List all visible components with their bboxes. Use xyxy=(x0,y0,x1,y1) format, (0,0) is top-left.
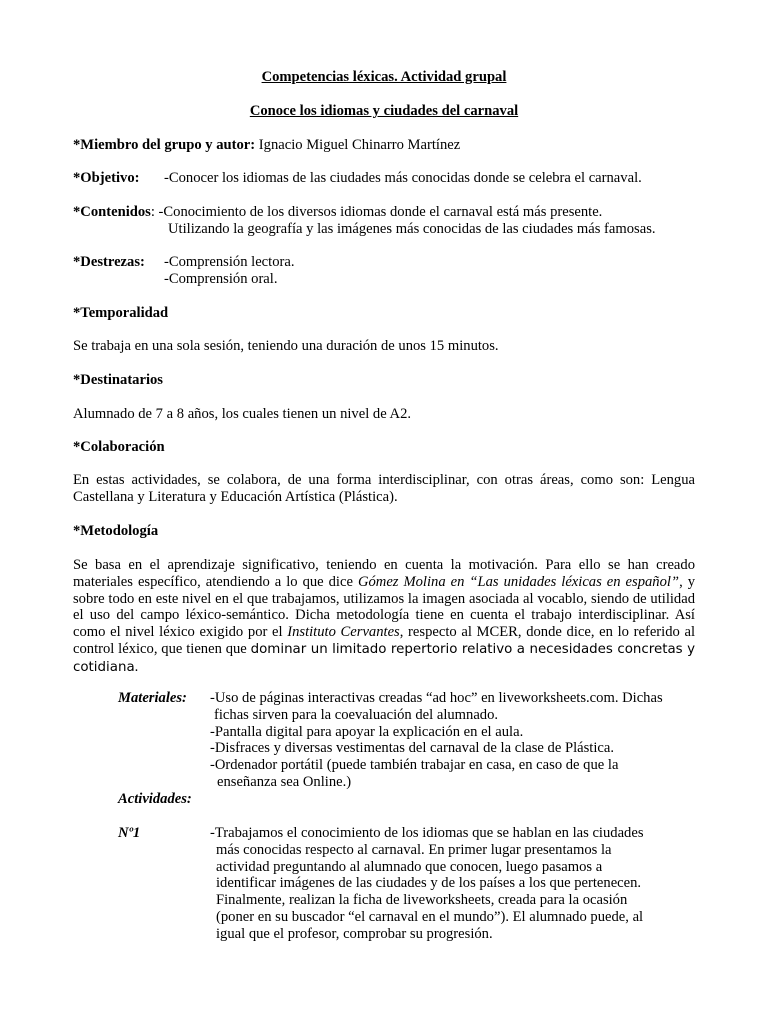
materiales-item: fichas sirven para la coevaluación del alumnado. xyxy=(214,706,499,723)
temporalidad-heading: *Temporalidad xyxy=(73,305,169,321)
autor-value: Ignacio Miguel Chinarro Martínez xyxy=(258,137,461,153)
colaboracion-heading: *Colaboración xyxy=(73,439,165,455)
autor-line xyxy=(73,137,695,154)
destrezas-label: *Destrezas: xyxy=(73,254,145,270)
metodologia-heading: *Metodología xyxy=(73,523,159,539)
actividad-1-label: Nº1 xyxy=(118,825,141,841)
metodologia-text: Se basa en el aprendizaje significativo, teniendo en cuenta la motivación. Para ello se han creado materiales específico, atendiendo a lo que dice Gómez Molina en “Las unidades léxicas en español”, y sobre todo en este nivel en el que trabajamos, utilizamos la imagen asociada al vocablo, siendo de utilidad el uso del campo léxico-semántico. Dicha metodología tiene en cuenta el trabajo interdisciplinar. Así como el nivel léxico exigido por el Instituto Cervantes, respecto al MCER, donde dice, en lo referido al control léxico, que tienen que dominar un limitado repertorio relativo a necesidades concretas y cotidiana. xyxy=(73,557,696,675)
document-subtitle: Conoce los idiomas y ciudades del carnaval xyxy=(249,103,519,119)
objetivo-line xyxy=(73,170,695,187)
contenidos-section xyxy=(73,204,695,238)
objetivo-value: -Conocer los idiomas de las ciudades más conocidas donde se celebra el carnaval. xyxy=(164,170,642,186)
cita-instituto-cervantes: Instituto Cervantes xyxy=(287,624,400,641)
actividad-1-text: -Trabajamos el conocimiento de los idiomas que se hablan en las ciudades más conocidas respecto al carnaval. En primer lugar presentamos la actividad preguntando al alumnado que conocen, luego pasamos a identificar imágenes de las ciudades y de los países a los que pertenecen. Finalmente, realizan la ficha de liveworksheets, creada para la ocasión (poner en su buscador “el carnaval en el mundo”). El alumnado puede, al igual que el profesor, comprobar su progresión. xyxy=(210,825,644,942)
contenidos-line1: : -Conocimiento de los diversos idiomas donde el carnaval está más presente. xyxy=(150,204,603,220)
materiales-item: enseñanza sea Online.) xyxy=(217,773,352,790)
materiales-item: -Pantalla digital para apoyar la explicación en el aula. xyxy=(210,723,524,740)
destrezas-section xyxy=(73,254,695,288)
materiales-item: -Uso de páginas interactivas creadas “ad hoc” en liveworksheets.com. Dichas xyxy=(210,690,663,706)
destrezas-line1: -Comprensión lectora. xyxy=(164,254,295,270)
temporalidad-text: Se trabaja en una sola sesión, teniendo una duración de unos 15 minutos. xyxy=(73,338,499,354)
actividades-label: Actividades: xyxy=(118,791,192,807)
contenidos-line2: Utilizando la geografía y las imágenes más conocidas de las ciudades más famosas. xyxy=(168,220,656,237)
contenidos-label: *Contenidos xyxy=(73,204,151,220)
destinatarios-heading: *Destinatarios xyxy=(73,372,163,388)
materiales-item: -Ordenador portátil (puede también trabajar en casa, en caso de que la xyxy=(210,757,619,774)
materiales-item: -Disfraces y diversas vestimentas del carnaval de la clase de Plástica. xyxy=(210,740,615,757)
materiales-label: Materiales: xyxy=(118,690,187,706)
destinatarios-text: Alumnado de 7 a 8 años, los cuales tienen un nivel de A2. xyxy=(73,406,412,422)
actividad-1-section xyxy=(118,825,700,945)
objetivo-label: *Objetivo: xyxy=(73,170,140,186)
cita-mcer: dominar un limitado repertorio relativo a necesidades concretas y cotidiana xyxy=(73,641,695,675)
materiales-section xyxy=(118,690,700,800)
document-title: Competencias léxicas. Actividad grupal xyxy=(261,69,507,85)
destrezas-line2: -Comprensión oral. xyxy=(164,270,278,287)
autor-label: *Miembro del grupo y autor: xyxy=(73,137,256,153)
materiales-list xyxy=(210,690,702,791)
colaboracion-text: En estas actividades, se colabora, de una forma interdisciplinar, con otras áreas, como son: Lengua Castellana y Literatura y Educación Artística (Plástica). xyxy=(73,472,695,505)
cita-gomez-molina: Gómez Molina en “Las unidades léxicas en español” xyxy=(357,573,680,590)
